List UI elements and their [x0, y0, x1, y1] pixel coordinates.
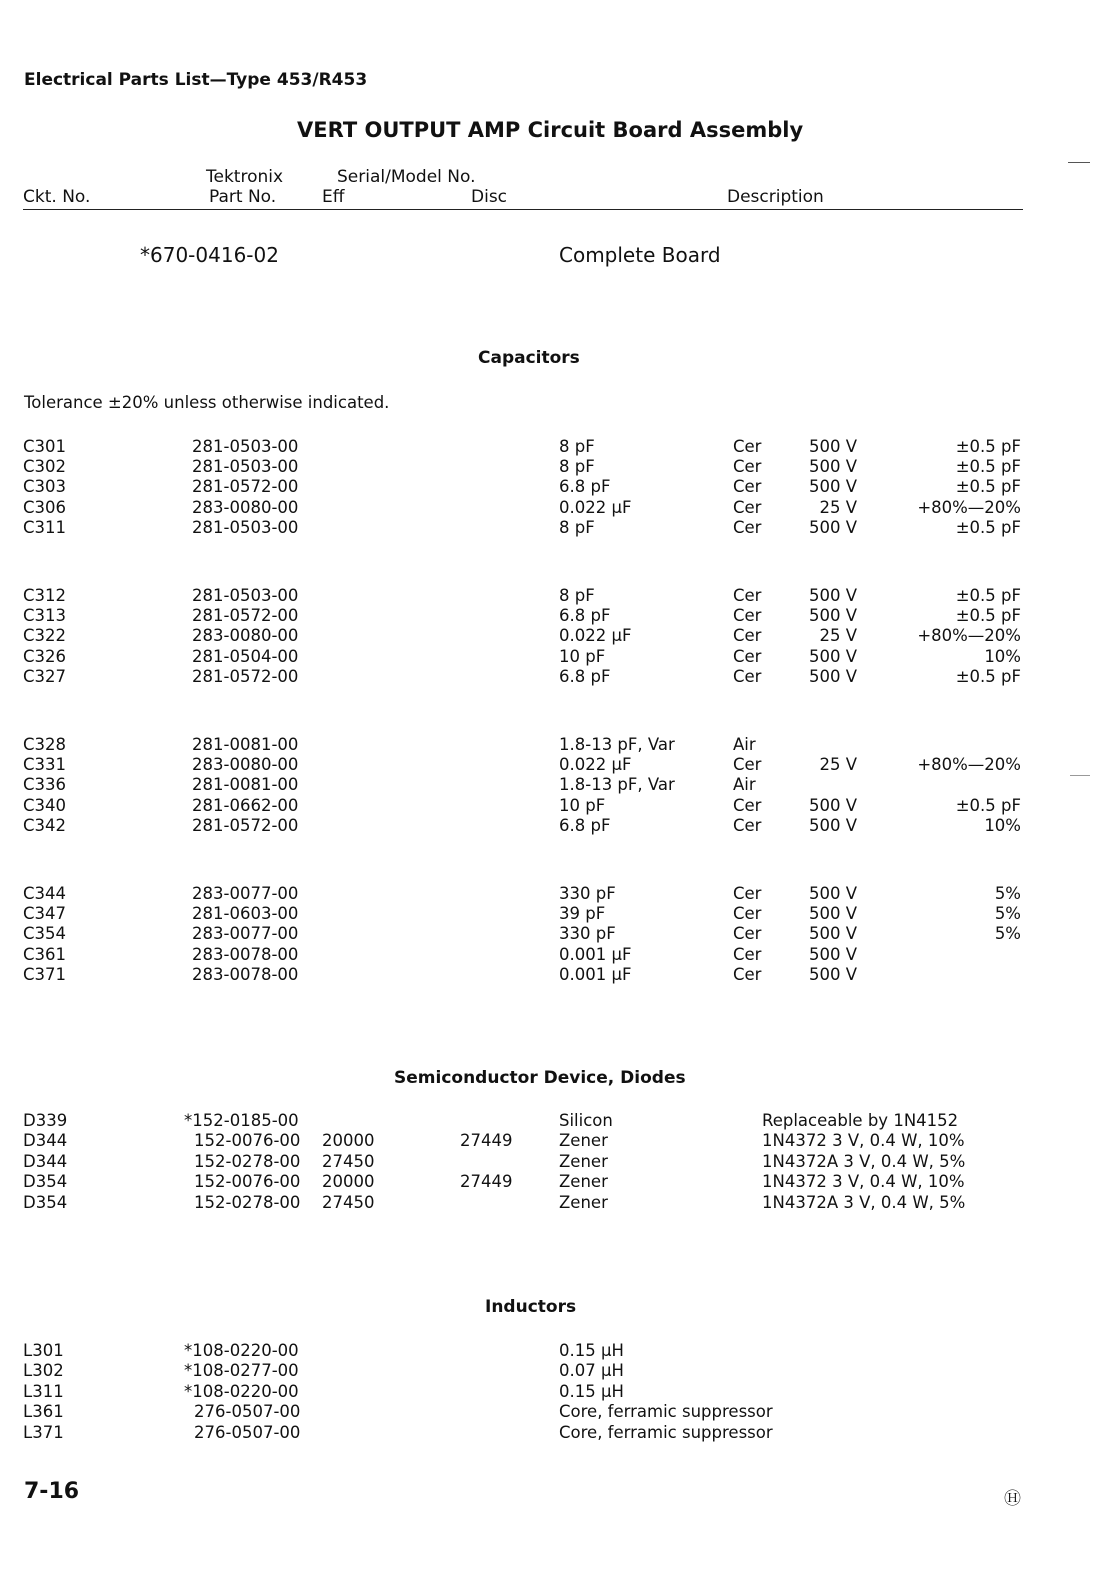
dielectric: Cer — [733, 497, 762, 517]
serial-eff: 27450 — [322, 1151, 375, 1171]
ckt-no: C371 — [23, 964, 67, 984]
section-inductors-heading: Inductors — [485, 1297, 577, 1317]
tolerance: 5% — [994, 884, 1021, 903]
serial-eff: 27450 — [322, 1192, 375, 1212]
voltage-rating: 500 V — [808, 815, 857, 835]
col-eff: Eff — [322, 187, 345, 207]
part-no: 281-0503-00 — [192, 437, 299, 456]
tolerance: 10% — [984, 815, 1021, 835]
tolerance: ±0.5 pF — [955, 606, 1021, 626]
ckt-no: D354 — [23, 1192, 68, 1212]
assembly-description: Complete Board — [559, 243, 721, 267]
ckt-no: C322 — [23, 626, 67, 646]
remark: Replaceable by 1N4152 — [762, 1111, 959, 1130]
tolerance: 5% — [994, 924, 1021, 944]
part-no: 281-0081-00 — [192, 735, 299, 754]
voltage-rating: 500 V — [808, 646, 857, 666]
part-no: 152-0278-00 — [194, 1192, 301, 1212]
part-no: 281-0662-00 — [192, 795, 299, 815]
tolerance: ±0.5 pF — [955, 666, 1021, 686]
serial-eff: 20000 — [322, 1172, 375, 1192]
ckt-no: C302 — [23, 457, 67, 477]
ckt-no: C312 — [23, 586, 67, 605]
voltage-rating: 25 V — [819, 755, 857, 775]
part-no: 283-0080-00 — [192, 755, 299, 775]
col-serial-model: Serial/Model No. — [337, 167, 476, 187]
value: 6.8 pF — [559, 666, 611, 686]
tolerance: +80%—20% — [917, 755, 1021, 775]
ckt-no: L302 — [23, 1361, 64, 1381]
dielectric: Cer — [733, 666, 762, 686]
dielectric: Cer — [733, 815, 762, 835]
ckt-no: C344 — [23, 884, 67, 903]
dielectric: Air — [733, 735, 756, 754]
part-no: 281-0504-00 — [192, 646, 299, 666]
dielectric: Cer — [733, 646, 762, 666]
voltage-rating: 500 V — [808, 944, 857, 964]
ckt-no: C354 — [23, 924, 67, 944]
tolerance: 10% — [984, 646, 1021, 666]
value: 8 pF — [559, 517, 595, 537]
value: 330 pF — [559, 884, 616, 903]
dielectric: Cer — [733, 884, 762, 903]
page-number: 7-16 — [24, 1479, 80, 1504]
table-row — [0, 1152, 1108, 1172]
table-row — [0, 606, 1108, 626]
part-no: 152-0076-00 — [194, 1172, 301, 1192]
table-row — [0, 457, 1108, 477]
col-description: Description — [727, 187, 824, 207]
table-row — [0, 1131, 1108, 1151]
ckt-no: D344 — [23, 1151, 68, 1171]
dielectric: Cer — [733, 457, 762, 477]
ckt-no: C328 — [23, 735, 67, 754]
remark: 1N4372 3 V, 0.4 W, 10% — [762, 1172, 965, 1192]
part-no: *108-0220-00 — [184, 1341, 299, 1360]
col-tektronix: Tektronix — [206, 167, 284, 187]
table-row — [0, 1111, 1108, 1131]
table-row — [0, 1341, 1108, 1361]
part-no: 281-0572-00 — [192, 815, 299, 835]
dielectric: Cer — [733, 437, 762, 456]
part-no: *108-0220-00 — [184, 1381, 299, 1401]
voltage-rating: 500 V — [808, 964, 857, 984]
table-row — [0, 498, 1108, 518]
voltage-rating: 25 V — [819, 626, 857, 646]
value: 10 pF — [559, 646, 606, 666]
value: 8 pF — [559, 437, 595, 456]
table-row — [0, 904, 1108, 924]
dielectric: Cer — [733, 755, 762, 775]
table-row — [0, 924, 1108, 944]
section-capacitors-heading: Capacitors — [478, 348, 580, 368]
part-no: *152-0185-00 — [184, 1111, 299, 1130]
table-row — [0, 1193, 1108, 1213]
voltage-rating: 500 V — [808, 586, 857, 605]
part-no: 281-0503-00 — [192, 517, 299, 537]
corner-mark: Ⓗ — [1004, 1489, 1021, 1509]
tolerance: ±0.5 pF — [955, 795, 1021, 815]
description: Zener — [559, 1192, 608, 1212]
tolerance: +80%—20% — [917, 497, 1021, 517]
table-row — [0, 965, 1108, 985]
assembly-part-no: *670-0416-02 — [140, 243, 279, 267]
description: Zener — [559, 1172, 608, 1192]
serial-disc: 27449 — [460, 1131, 513, 1151]
running-header: Electrical Parts List—Type 453/R453 — [24, 70, 368, 90]
col-disc: Disc — [471, 187, 508, 207]
value: 0.022 μF — [559, 497, 632, 517]
voltage-rating: 500 V — [808, 666, 857, 686]
part-no: 281-0572-00 — [192, 606, 299, 626]
ckt-no: C347 — [23, 904, 67, 924]
dielectric: Cer — [733, 944, 762, 964]
table-row — [0, 775, 1108, 795]
ckt-no: C301 — [23, 437, 67, 456]
value: 0.001 μF — [559, 944, 632, 964]
tolerance: ±0.5 pF — [955, 477, 1021, 497]
ckt-no: C361 — [23, 944, 67, 964]
ckt-no: D354 — [23, 1172, 68, 1192]
tolerance: ±0.5 pF — [955, 457, 1021, 477]
table-row — [0, 1172, 1108, 1192]
table-row — [0, 626, 1108, 646]
value: 8 pF — [559, 457, 595, 477]
dielectric: Cer — [733, 606, 762, 626]
value: 6.8 pF — [559, 606, 611, 626]
ckt-no: L311 — [23, 1381, 64, 1401]
ckt-no: C342 — [23, 815, 67, 835]
col-ckt-no: Ckt. No. — [23, 187, 91, 207]
table-row — [0, 945, 1108, 965]
value: 0.001 μF — [559, 964, 632, 984]
dielectric: Cer — [733, 964, 762, 984]
table-row — [0, 816, 1108, 836]
dielectric: Cer — [733, 517, 762, 537]
serial-disc: 27449 — [460, 1172, 513, 1192]
tolerance: ±0.5 pF — [955, 517, 1021, 537]
table-row — [0, 735, 1108, 755]
ckt-no: L301 — [23, 1341, 64, 1360]
remark: 1N4372 3 V, 0.4 W, 10% — [762, 1131, 965, 1151]
value: 6.8 pF — [559, 477, 611, 497]
tolerance: 5% — [994, 904, 1021, 924]
ckt-no: L361 — [23, 1402, 64, 1422]
scan-mark — [1070, 775, 1090, 776]
part-no: 281-0603-00 — [192, 904, 299, 924]
table-row — [0, 796, 1108, 816]
part-no: 283-0080-00 — [192, 626, 299, 646]
ckt-no: C326 — [23, 646, 67, 666]
value: 39 pF — [559, 904, 606, 924]
voltage-rating: 500 V — [808, 517, 857, 537]
value: 1.8-13 pF, Var — [559, 775, 675, 795]
description: 0.15 μH — [559, 1341, 624, 1360]
table-row — [0, 1402, 1108, 1422]
ckt-no: C313 — [23, 606, 67, 626]
value: 10 pF — [559, 795, 606, 815]
dielectric: Cer — [733, 924, 762, 944]
dielectric: Cer — [733, 586, 762, 605]
value: 8 pF — [559, 586, 595, 605]
table-row — [0, 647, 1108, 667]
voltage-rating: 500 V — [808, 924, 857, 944]
ckt-no: C306 — [23, 497, 67, 517]
scan-mark — [1068, 162, 1090, 163]
part-no: 283-0078-00 — [192, 944, 299, 964]
description: 0.15 μH — [559, 1381, 624, 1401]
table-row — [0, 1382, 1108, 1402]
table-row — [0, 1361, 1108, 1381]
voltage-rating: 500 V — [808, 437, 857, 456]
description: Silicon — [559, 1111, 613, 1130]
voltage-rating: 500 V — [808, 606, 857, 626]
part-no: 281-0081-00 — [192, 775, 299, 795]
part-no: 283-0077-00 — [192, 884, 299, 903]
value: 0.022 μF — [559, 626, 632, 646]
description: Zener — [559, 1131, 608, 1151]
serial-eff: 20000 — [322, 1131, 375, 1151]
part-no: 283-0078-00 — [192, 964, 299, 984]
ckt-no: C331 — [23, 755, 67, 775]
tolerance: +80%—20% — [917, 626, 1021, 646]
value: 0.022 μF — [559, 755, 632, 775]
table-row — [0, 437, 1108, 457]
part-no: 152-0278-00 — [194, 1151, 301, 1171]
part-no: 283-0080-00 — [192, 497, 299, 517]
part-no: 281-0572-00 — [192, 477, 299, 497]
ckt-no: D344 — [23, 1131, 68, 1151]
description: Core, ferramic suppressor — [559, 1402, 773, 1422]
ckt-no: C303 — [23, 477, 67, 497]
dielectric: Cer — [733, 626, 762, 646]
ckt-no: C340 — [23, 795, 67, 815]
dielectric: Cer — [733, 795, 762, 815]
page-title: VERT OUTPUT AMP Circuit Board Assembly — [297, 118, 804, 142]
part-no: 283-0077-00 — [192, 924, 299, 944]
table-row — [0, 518, 1108, 538]
table-row — [0, 755, 1108, 775]
part-no: 281-0503-00 — [192, 457, 299, 477]
description: 0.07 μH — [559, 1361, 624, 1381]
dielectric: Cer — [733, 477, 762, 497]
value: 1.8-13 pF, Var — [559, 735, 675, 754]
remark: 1N4372A 3 V, 0.4 W, 5% — [762, 1151, 966, 1171]
part-no: 276-0507-00 — [194, 1402, 301, 1422]
voltage-rating: 500 V — [808, 904, 857, 924]
header-rule — [23, 209, 1023, 210]
table-row — [0, 667, 1108, 687]
voltage-rating: 500 V — [808, 795, 857, 815]
tolerance: ±0.5 pF — [955, 437, 1021, 456]
tolerance: ±0.5 pF — [955, 586, 1021, 605]
dielectric: Air — [733, 775, 756, 795]
remark: 1N4372A 3 V, 0.4 W, 5% — [762, 1192, 966, 1212]
table-row — [0, 1423, 1108, 1443]
table-row — [0, 477, 1108, 497]
value: 6.8 pF — [559, 815, 611, 835]
description: Zener — [559, 1151, 608, 1171]
ckt-no: D339 — [23, 1111, 68, 1130]
part-no: 281-0503-00 — [192, 586, 299, 605]
voltage-rating: 500 V — [808, 884, 857, 903]
dielectric: Cer — [733, 904, 762, 924]
voltage-rating: 500 V — [808, 477, 857, 497]
ckt-no: C336 — [23, 775, 67, 795]
part-no: 276-0507-00 — [194, 1422, 301, 1442]
part-no: 152-0076-00 — [194, 1131, 301, 1151]
table-row — [0, 586, 1108, 606]
col-part-no: Part No. — [209, 187, 277, 207]
section-diodes-heading: Semiconductor Device, Diodes — [394, 1068, 686, 1088]
ckt-no: L371 — [23, 1422, 64, 1442]
tolerance-note: Tolerance ±20% unless otherwise indicated. — [24, 393, 390, 412]
description: Core, ferramic suppressor — [559, 1422, 773, 1442]
part-no: *108-0277-00 — [184, 1361, 299, 1381]
ckt-no: C327 — [23, 666, 67, 686]
part-no: 281-0572-00 — [192, 666, 299, 686]
table-row — [0, 884, 1108, 904]
value: 330 pF — [559, 924, 616, 944]
ckt-no: C311 — [23, 517, 67, 537]
voltage-rating: 500 V — [808, 457, 857, 477]
voltage-rating: 25 V — [819, 497, 857, 517]
